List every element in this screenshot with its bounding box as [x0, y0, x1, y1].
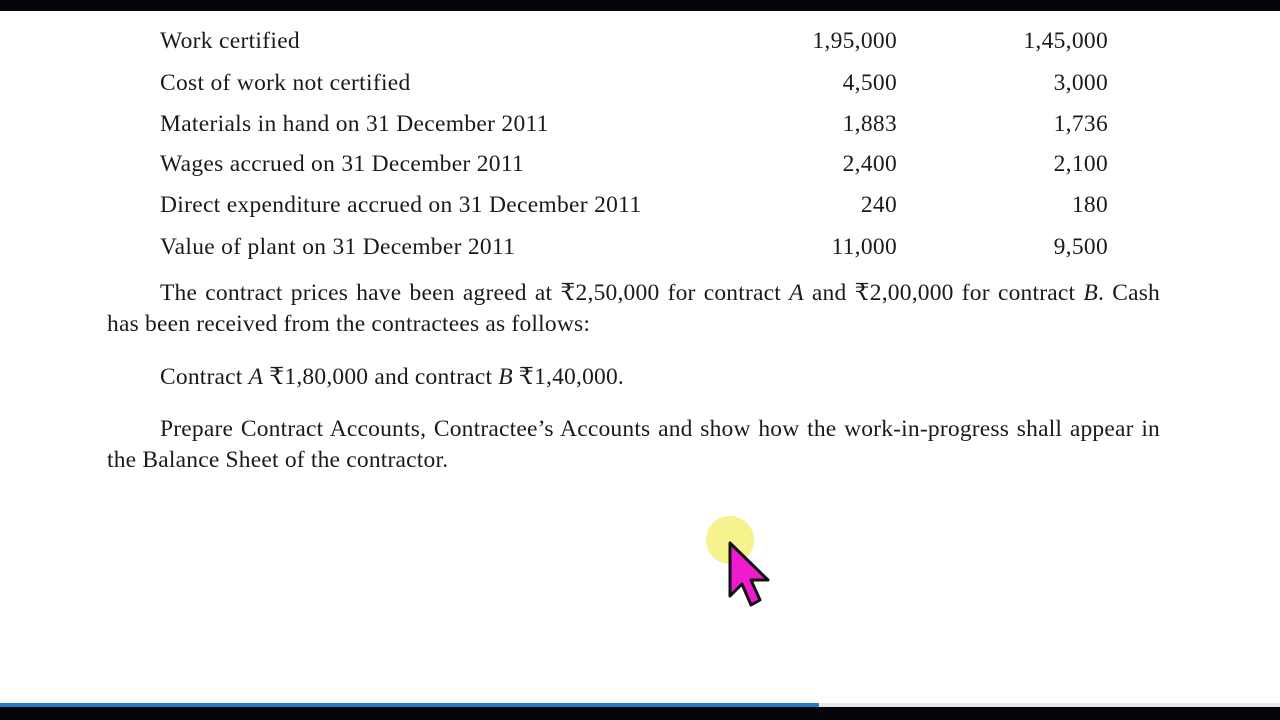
- row-label: Wages accrued on 31 December 2011: [160, 151, 525, 177]
- bottom-letterbox: [0, 707, 1280, 720]
- contract-b-value: 1,736: [1053, 111, 1108, 137]
- top-letterbox: [0, 0, 1280, 11]
- row-label: Materials in hand on 31 December 2011: [160, 111, 549, 137]
- table-row: [160, 151, 1110, 181]
- contract-b-value: 9,500: [1053, 234, 1108, 260]
- contract-prices-paragraph: [107, 278, 1160, 340]
- text: A: [248, 364, 264, 390]
- row-label: Value of plant on 31 December 2011: [160, 234, 516, 260]
- text: B: [498, 364, 513, 390]
- row-label: Direct expenditure accrued on 31 December 2011: [160, 192, 642, 218]
- contract-a-value: 1,883: [842, 111, 897, 137]
- cash-received-paragraph: [107, 362, 1160, 393]
- contract-a-value: 4,500: [842, 70, 897, 96]
- text: . Cash has been received from the contractees as follows:: [107, 280, 1161, 337]
- contract-b-value: 2,100: [1053, 151, 1108, 177]
- contract-b-value: 3,000: [1053, 70, 1108, 96]
- table-row: [160, 234, 1110, 264]
- contract-a-value: 1,95,000: [812, 28, 897, 54]
- text: Contract: [160, 364, 249, 390]
- text: B: [1083, 280, 1098, 306]
- row-label: Work certified: [160, 28, 300, 54]
- contract-a-value: 240: [860, 192, 897, 218]
- contract-b-value: 1,45,000: [1023, 28, 1108, 54]
- text: A: [789, 280, 804, 306]
- table-row: [160, 111, 1110, 141]
- text: The contract prices have been agreed at ₹2,50,000 for contract: [160, 280, 790, 306]
- contract-a-value: 11,000: [831, 234, 897, 260]
- text: and ₹2,00,000 for contract: [803, 280, 1084, 306]
- text: ₹1,40,000.: [512, 364, 624, 390]
- row-label: Cost of work not certified: [160, 70, 411, 96]
- table-row: [160, 192, 1110, 222]
- text: ₹1,80,000 and contract: [263, 364, 499, 390]
- question-paragraph: Prepare Contract Accounts, Contractee’s Accounts and show how the work-in-progress shall appear in the Balance Sheet of the contractor.: [107, 416, 1160, 473]
- contract-b-value: 180: [1071, 192, 1108, 218]
- table-row: [160, 28, 1110, 58]
- contract-a-value: 2,400: [842, 151, 897, 177]
- mouse-cursor-icon: [700, 510, 780, 610]
- table-row: [160, 70, 1110, 100]
